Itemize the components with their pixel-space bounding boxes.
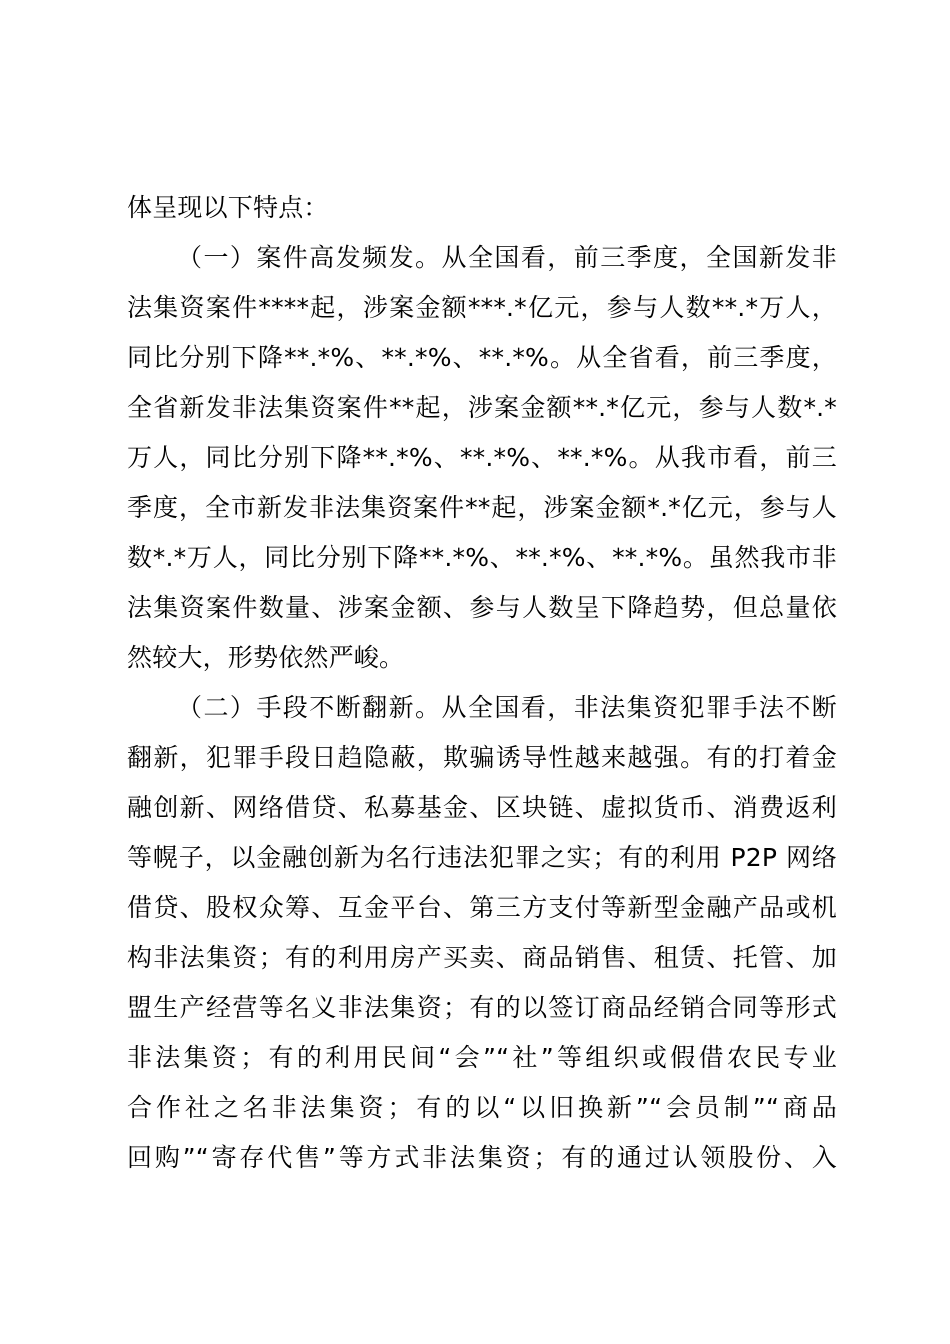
text-line: 等幌子，以金融创新为名行违法犯罪之实；有的利用 P2P 网络 [127, 843, 837, 872]
text-line: 合作社之名非法集资；有的以“以旧换新”“会员制”“商品 [127, 1093, 837, 1122]
text-line: 盟生产经营等名义非法集资；有的以签订商品经销合同等形式 [127, 993, 837, 1022]
text-line: 回购”“寄存代售”等方式非法集资；有的通过认领股份、入 [127, 1143, 837, 1172]
text-line: 融创新、网络借贷、私募基金、区块链、虚拟货币、消费返利 [127, 793, 837, 822]
text-line: 构非法集资；有的利用房产买卖、商品销售、租赁、托管、加 [127, 943, 837, 972]
text-line: 万人，同比分别下降**.*%、**.*%、**.*%。从我市看，前三 [127, 443, 837, 472]
body-text [127, 183, 837, 1183]
paragraph-heading-line: （二）手段不断翻新。从全国看，非法集资犯罪手法不断 [177, 693, 837, 722]
text-line: 法集资案件数量、涉案金额、参与人数呈下降趋势，但总量依 [127, 593, 837, 622]
text-line: 体呈现以下特点： [127, 193, 329, 222]
text-line: 数*.*万人，同比分别下降**.*%、**.*%、**.*%。虽然我市非 [127, 543, 837, 572]
text-line: 然较大，形势依然严峻。 [127, 643, 405, 672]
text-line: 同比分别下降**.*%、**.*%、**.*%。从全省看，前三季度， [127, 343, 837, 372]
text-line: 非法集资；有的利用民间“会”“社”等组织或假借农民专业 [127, 1043, 837, 1072]
text-line: 借贷、股权众筹、互金平台、第三方支付等新型金融产品或机 [127, 893, 837, 922]
text-line: 翻新，犯罪手段日趋隐蔽，欺骗诱导性越来越强。有的打着金 [127, 743, 837, 772]
paragraph-heading-line: （一）案件高发频发。从全国看，前三季度，全国新发非 [177, 243, 837, 272]
text-line: 全省新发非法集资案件**起，涉案金额**.*亿元，参与人数*.* [127, 393, 837, 422]
text-line: 法集资案件****起，涉案金额***.*亿元，参与人数**.*万人， [127, 293, 837, 322]
text-line: 季度，全市新发非法集资案件**起，涉案金额*.*亿元，参与人 [127, 493, 837, 522]
